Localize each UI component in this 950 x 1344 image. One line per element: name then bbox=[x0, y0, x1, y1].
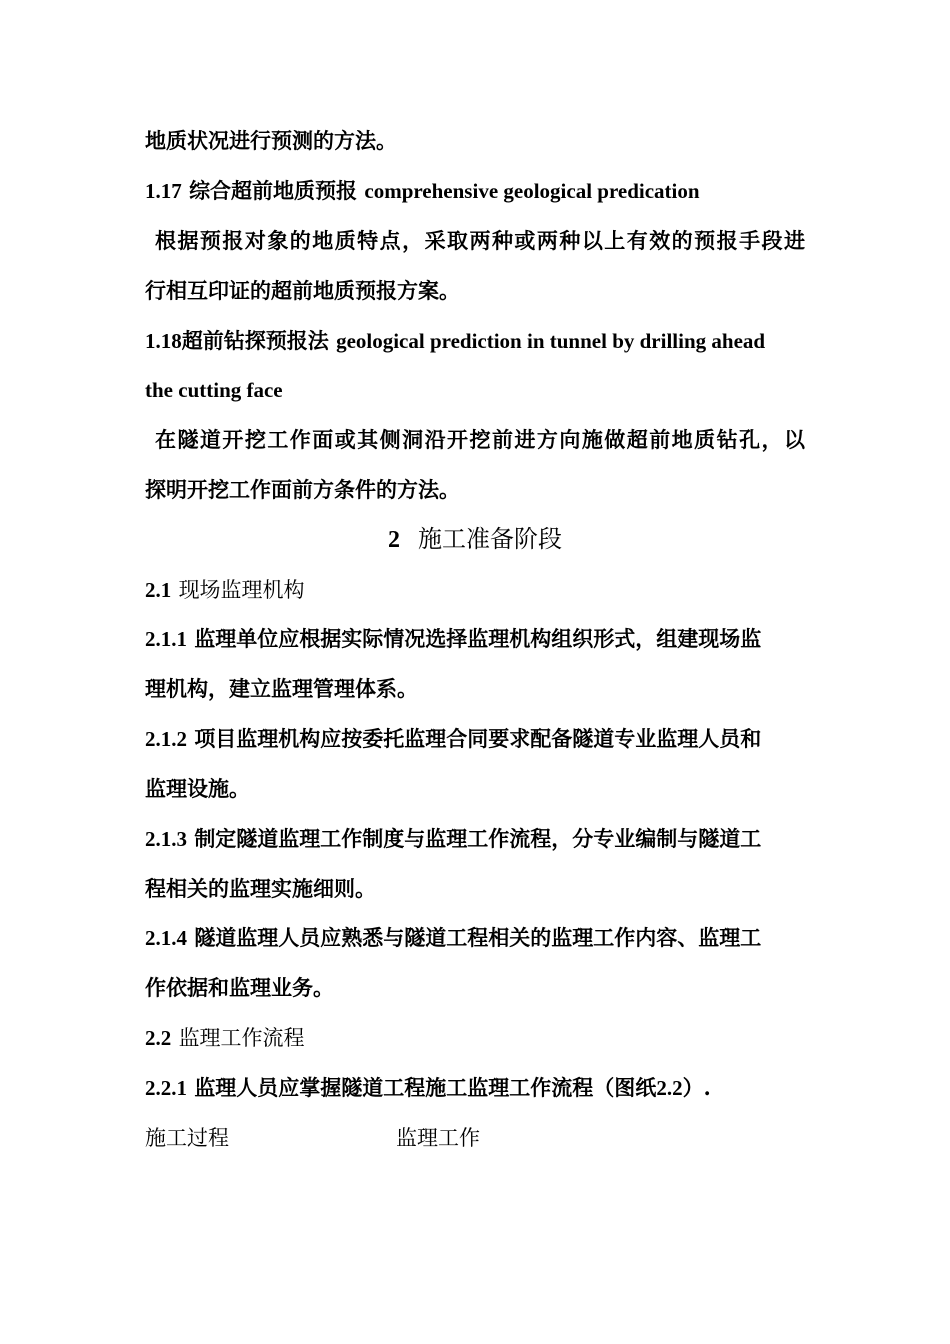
paragraph-line bbox=[145, 475, 810, 505]
section-heading-2-1 bbox=[145, 575, 810, 605]
clause-line bbox=[145, 874, 810, 904]
section-title-en: the cutting face bbox=[145, 378, 283, 402]
clause-line bbox=[145, 973, 810, 1003]
paragraph-text: 根据预报对象的地质特点，采取两种或两种以上有效的预报手段进 bbox=[155, 228, 805, 253]
flow-table-header-col2 bbox=[396, 1123, 696, 1153]
paragraph-continuation bbox=[145, 126, 810, 156]
section-heading-1-18 bbox=[145, 326, 810, 356]
clause-text: 程相关的监理实施细则。 bbox=[145, 876, 376, 901]
clause-number: 2.1.2 bbox=[145, 727, 187, 751]
column-header-construction: 施工过程 bbox=[145, 1126, 229, 1150]
column-header-supervision: 监理工作 bbox=[396, 1126, 480, 1150]
paragraph-text: 地质状况进行预测的方法。 bbox=[145, 128, 397, 153]
section-title-en: comprehensive geological predication bbox=[364, 179, 700, 203]
chapter-title: 施工准备阶段 bbox=[418, 525, 562, 553]
section-title: 监理工作流程 bbox=[178, 1026, 305, 1050]
paragraph-line bbox=[155, 425, 805, 455]
clause-2-2-1 bbox=[145, 1073, 810, 1103]
clause-2-1-1 bbox=[145, 624, 810, 654]
clause-text: 作依据和监理业务。 bbox=[145, 975, 334, 1000]
clause-2-1-4 bbox=[145, 923, 810, 953]
clause-text: 监理设施。 bbox=[145, 776, 250, 801]
paragraph-text: 在隧道开挖工作面或其侧洞沿开挖前进方向施做超前地质钻孔，以 bbox=[155, 427, 805, 452]
clause-text: 理机构，建立监理管理体系。 bbox=[145, 676, 418, 701]
section-title: 现场监理机构 bbox=[178, 578, 305, 602]
figure-reference: 2.2 bbox=[656, 1076, 683, 1100]
paragraph-line bbox=[155, 226, 805, 256]
chapter-heading bbox=[0, 522, 950, 556]
section-number: 2.1 bbox=[145, 578, 172, 602]
clause-number: 2.2.1 bbox=[145, 1076, 187, 1100]
paragraph-line bbox=[145, 276, 810, 306]
section-title-zh: 超前钻探预报法 bbox=[181, 328, 329, 353]
clause-text: 监理人员应掌握隧道工程施工监理工作流程（图纸 bbox=[194, 1075, 657, 1100]
clause-line bbox=[145, 674, 810, 704]
paragraph-text: 行相互印证的超前地质预报方案。 bbox=[145, 278, 460, 303]
clause-number: 2.1.1 bbox=[145, 627, 187, 651]
clause-text-end: ）. bbox=[682, 1075, 711, 1100]
clause-text: 制定隧道监理工作制度与监理工作流程，分专业编制与隧道工 bbox=[194, 826, 762, 851]
clause-2-1-3 bbox=[145, 824, 810, 854]
section-title-zh: 综合超前地质预报 bbox=[189, 178, 358, 203]
clause-2-1-2 bbox=[145, 724, 810, 754]
clause-number: 2.1.3 bbox=[145, 827, 187, 851]
section-title-en: geological prediction in tunnel by drilling ahead bbox=[336, 329, 766, 353]
section-number: 2.2 bbox=[145, 1026, 172, 1050]
clause-text: 隧道监理人员应熟悉与隧道工程相关的监理工作内容、监理工 bbox=[194, 925, 762, 950]
clause-line bbox=[145, 774, 810, 804]
section-heading-continuation bbox=[145, 375, 810, 405]
paragraph-text: 探明开挖工作面前方条件的方法。 bbox=[145, 477, 460, 502]
section-heading-1-17 bbox=[145, 176, 810, 206]
section-number: 1.17 bbox=[145, 179, 182, 203]
section-number: 1.18 bbox=[145, 329, 182, 353]
clause-text: 项目监理机构应按委托监理合同要求配备隧道专业监理人员和 bbox=[194, 726, 762, 751]
chapter-number: 2 bbox=[388, 527, 400, 553]
clause-text: 监理单位应根据实际情况选择监理机构组织形式，组建现场监 bbox=[194, 626, 762, 651]
section-heading-2-2 bbox=[145, 1023, 810, 1053]
clause-number: 2.1.4 bbox=[145, 926, 187, 950]
